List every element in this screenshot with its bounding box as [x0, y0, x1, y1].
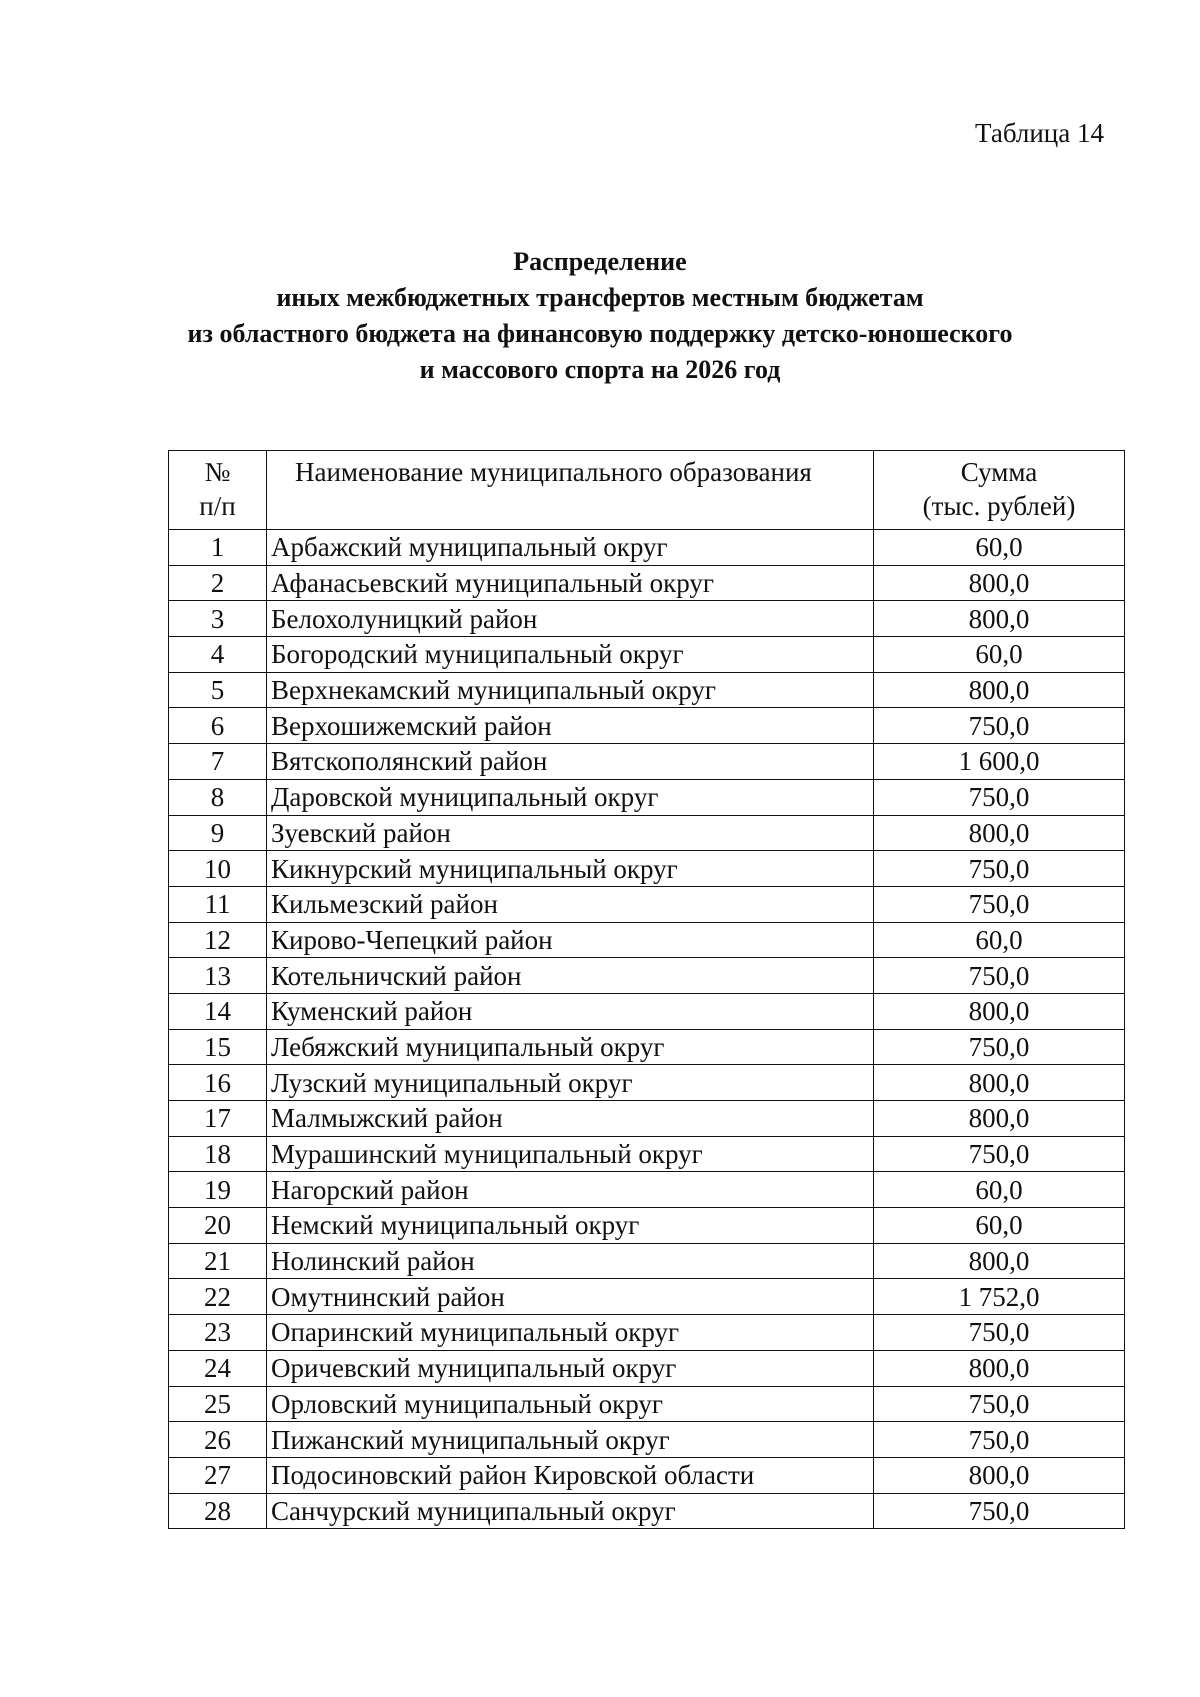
table-number: Таблица 14 — [975, 118, 1104, 148]
row-municipality-name: Арбажский муниципальный округ — [267, 530, 874, 566]
row-number: 19 — [169, 1172, 267, 1208]
row-municipality-name: Богородский муниципальный округ — [267, 637, 874, 673]
row-number: 21 — [169, 1243, 267, 1279]
table-row — [169, 815, 1125, 851]
row-sum: 750,0 — [874, 1493, 1125, 1529]
row-sum: 800,0 — [874, 1101, 1125, 1137]
table-row — [169, 708, 1125, 744]
title-line: и массового спорта на 2026 год — [419, 355, 781, 384]
row-sum: 750,0 — [874, 1386, 1125, 1422]
row-number: 18 — [169, 1136, 267, 1172]
row-municipality-name: Оричевский муниципальный округ — [267, 1350, 874, 1386]
table-row — [169, 1279, 1125, 1315]
row-number: 28 — [169, 1493, 267, 1529]
row-sum: 800,0 — [874, 672, 1125, 708]
distribution-table — [168, 450, 1125, 1529]
title-line: из областного бюджета на финансовую поддержку детско-юношеского — [187, 319, 1013, 348]
table-row — [169, 1172, 1125, 1208]
row-sum: 750,0 — [874, 779, 1125, 815]
row-number: 3 — [169, 601, 267, 637]
table-row — [169, 1457, 1125, 1493]
row-sum: 60,0 — [874, 922, 1125, 958]
row-municipality-name: Немский муниципальный округ — [267, 1208, 874, 1244]
table-row — [169, 1029, 1125, 1065]
header-number-line2: п/п — [199, 491, 236, 521]
row-municipality-name: Белохолуницкий район — [267, 601, 874, 637]
table-body — [169, 530, 1125, 1529]
row-municipality-name: Нагорский район — [267, 1172, 874, 1208]
row-sum: 800,0 — [874, 815, 1125, 851]
table-row — [169, 672, 1125, 708]
table-row — [169, 851, 1125, 887]
row-number: 25 — [169, 1386, 267, 1422]
row-number: 12 — [169, 922, 267, 958]
row-number: 5 — [169, 672, 267, 708]
row-number: 7 — [169, 744, 267, 780]
row-number: 13 — [169, 958, 267, 994]
table-row — [169, 1422, 1125, 1458]
row-sum: 750,0 — [874, 886, 1125, 922]
row-number: 16 — [169, 1065, 267, 1101]
row-number: 17 — [169, 1101, 267, 1137]
row-sum: 750,0 — [874, 851, 1125, 887]
row-sum: 750,0 — [874, 1315, 1125, 1351]
row-sum: 1 752,0 — [874, 1279, 1125, 1315]
row-number: 23 — [169, 1315, 267, 1351]
header-number — [169, 451, 267, 530]
row-municipality-name: Вятскополянский район — [267, 744, 874, 780]
header-number-line1: № — [204, 457, 231, 487]
row-sum: 1 600,0 — [874, 744, 1125, 780]
row-municipality-name: Зуевский район — [267, 815, 874, 851]
table-row — [169, 1208, 1125, 1244]
row-number: 15 — [169, 1029, 267, 1065]
row-sum: 750,0 — [874, 1029, 1125, 1065]
table-row — [169, 601, 1125, 637]
row-municipality-name: Куменский район — [267, 993, 874, 1029]
row-sum: 60,0 — [874, 637, 1125, 673]
row-sum: 800,0 — [874, 1457, 1125, 1493]
title-line: Распределение — [513, 247, 687, 276]
row-sum: 750,0 — [874, 708, 1125, 744]
row-municipality-name: Опаринский муниципальный округ — [267, 1315, 874, 1351]
row-municipality-name: Санчурский муниципальный округ — [267, 1493, 874, 1529]
table-row — [169, 1136, 1125, 1172]
row-sum: 800,0 — [874, 1065, 1125, 1101]
row-municipality-name: Мурашинский муниципальный округ — [267, 1136, 874, 1172]
row-municipality-name: Кикнурский муниципальный округ — [267, 851, 874, 887]
row-municipality-name: Котельничский район — [267, 958, 874, 994]
row-sum: 800,0 — [874, 993, 1125, 1029]
row-sum: 800,0 — [874, 601, 1125, 637]
row-sum: 60,0 — [874, 530, 1125, 566]
row-sum: 800,0 — [874, 1243, 1125, 1279]
row-municipality-name: Подосиновский район Кировской области — [267, 1457, 874, 1493]
header-sum-line2: (тыс. рублей) — [922, 491, 1076, 521]
row-sum: 750,0 — [874, 1422, 1125, 1458]
title-line: иных межбюджетных трансфертов местным бюджетам — [276, 283, 924, 312]
table-row — [169, 922, 1125, 958]
row-number: 22 — [169, 1279, 267, 1315]
row-number: 14 — [169, 993, 267, 1029]
table-row — [169, 1243, 1125, 1279]
row-municipality-name: Пижанский муниципальный округ — [267, 1422, 874, 1458]
table-row — [169, 744, 1125, 780]
row-number: 8 — [169, 779, 267, 815]
header-sum-line1: Сумма — [960, 457, 1038, 487]
table-row — [169, 886, 1125, 922]
row-number: 20 — [169, 1208, 267, 1244]
row-number: 24 — [169, 1350, 267, 1386]
row-sum: 60,0 — [874, 1208, 1125, 1244]
row-municipality-name: Нолинский район — [267, 1243, 874, 1279]
row-number: 26 — [169, 1422, 267, 1458]
row-number: 6 — [169, 708, 267, 744]
table-row — [169, 565, 1125, 601]
table-row — [169, 637, 1125, 673]
table-row — [169, 530, 1125, 566]
row-sum: 750,0 — [874, 958, 1125, 994]
row-municipality-name: Верхошижемский район — [267, 708, 874, 744]
row-number: 10 — [169, 851, 267, 887]
table-row — [169, 1493, 1125, 1529]
table-row — [169, 1065, 1125, 1101]
row-municipality-name: Афанасьевский муниципальный округ — [267, 565, 874, 601]
row-municipality-name: Орловский муниципальный округ — [267, 1386, 874, 1422]
table-row — [169, 1101, 1125, 1137]
table-row — [169, 1315, 1125, 1351]
row-municipality-name: Даровской муниципальный округ — [267, 779, 874, 815]
row-number: 4 — [169, 637, 267, 673]
table-row — [169, 1386, 1125, 1422]
row-municipality-name: Кильмезский район — [267, 886, 874, 922]
table-row — [169, 958, 1125, 994]
header-name: Наименование муниципального образования — [267, 451, 874, 530]
row-municipality-name: Малмыжский район — [267, 1101, 874, 1137]
table-row — [169, 993, 1125, 1029]
row-municipality-name: Лебяжский муниципальный округ — [267, 1029, 874, 1065]
row-number: 9 — [169, 815, 267, 851]
row-sum: 800,0 — [874, 1350, 1125, 1386]
document-title — [0, 244, 1200, 388]
table-row — [169, 1350, 1125, 1386]
row-number: 11 — [169, 886, 267, 922]
row-sum: 800,0 — [874, 565, 1125, 601]
header-sum — [874, 451, 1125, 530]
row-number: 1 — [169, 530, 267, 566]
row-municipality-name: Омутнинский район — [267, 1279, 874, 1315]
row-number: 27 — [169, 1457, 267, 1493]
row-sum: 750,0 — [874, 1136, 1125, 1172]
row-number: 2 — [169, 565, 267, 601]
row-municipality-name: Лузский муниципальный округ — [267, 1065, 874, 1101]
row-municipality-name: Верхнекамский муниципальный округ — [267, 672, 874, 708]
table-row — [169, 779, 1125, 815]
table-header-row — [169, 451, 1125, 530]
row-municipality-name: Кирово-Чепецкий район — [267, 922, 874, 958]
row-sum: 60,0 — [874, 1172, 1125, 1208]
